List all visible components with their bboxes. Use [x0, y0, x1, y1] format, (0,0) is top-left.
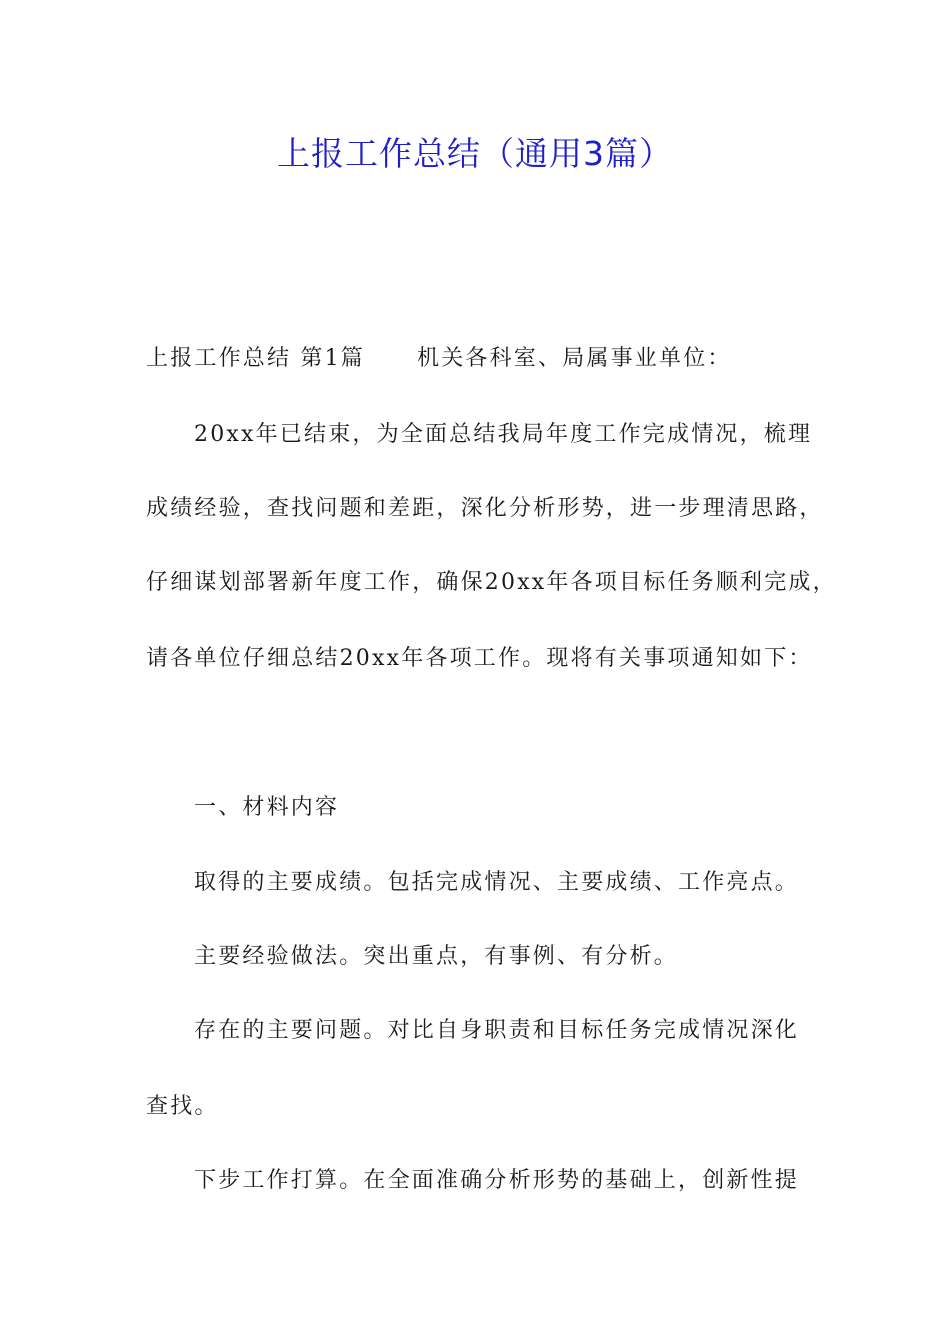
- paragraph-line: 仔细谋划部署新年度工作，确保20xx年各项目标任务顺利完成，: [146, 570, 837, 595]
- paragraph-line: 20xx年已结束，为全面总结我局年度工作完成情况，梳理: [194, 422, 813, 447]
- section-label: 上报工作总结 第1篇: [146, 346, 365, 371]
- paragraph-line: 成绩经验，查找问题和差距，深化分析形势，进一步理清思路，: [146, 496, 824, 521]
- paragraph-line: 存在的主要问题。对比自身职责和目标任务完成情况深化: [194, 1018, 800, 1043]
- document-title: 上报工作总结（通用3篇）: [277, 134, 673, 173]
- paragraph-line: 查找。: [146, 1094, 219, 1119]
- section-heading: 一、材料内容: [194, 795, 340, 820]
- paragraph-line: 主要经验做法。突出重点，有事例、有分析。: [194, 944, 679, 969]
- section-header-line: [146, 344, 826, 374]
- addressee: 机关各科室、局属事业单位：: [417, 346, 732, 371]
- paragraph-line: 取得的主要成绩。包括完成情况、主要成绩、工作亮点。: [194, 870, 800, 895]
- paragraph-line: 请各单位仔细总结20xx年各项工作。现将有关事项通知如下：: [146, 646, 813, 671]
- paragraph-line: 下步工作打算。在全面准确分析形势的基础上，创新性提: [194, 1168, 800, 1193]
